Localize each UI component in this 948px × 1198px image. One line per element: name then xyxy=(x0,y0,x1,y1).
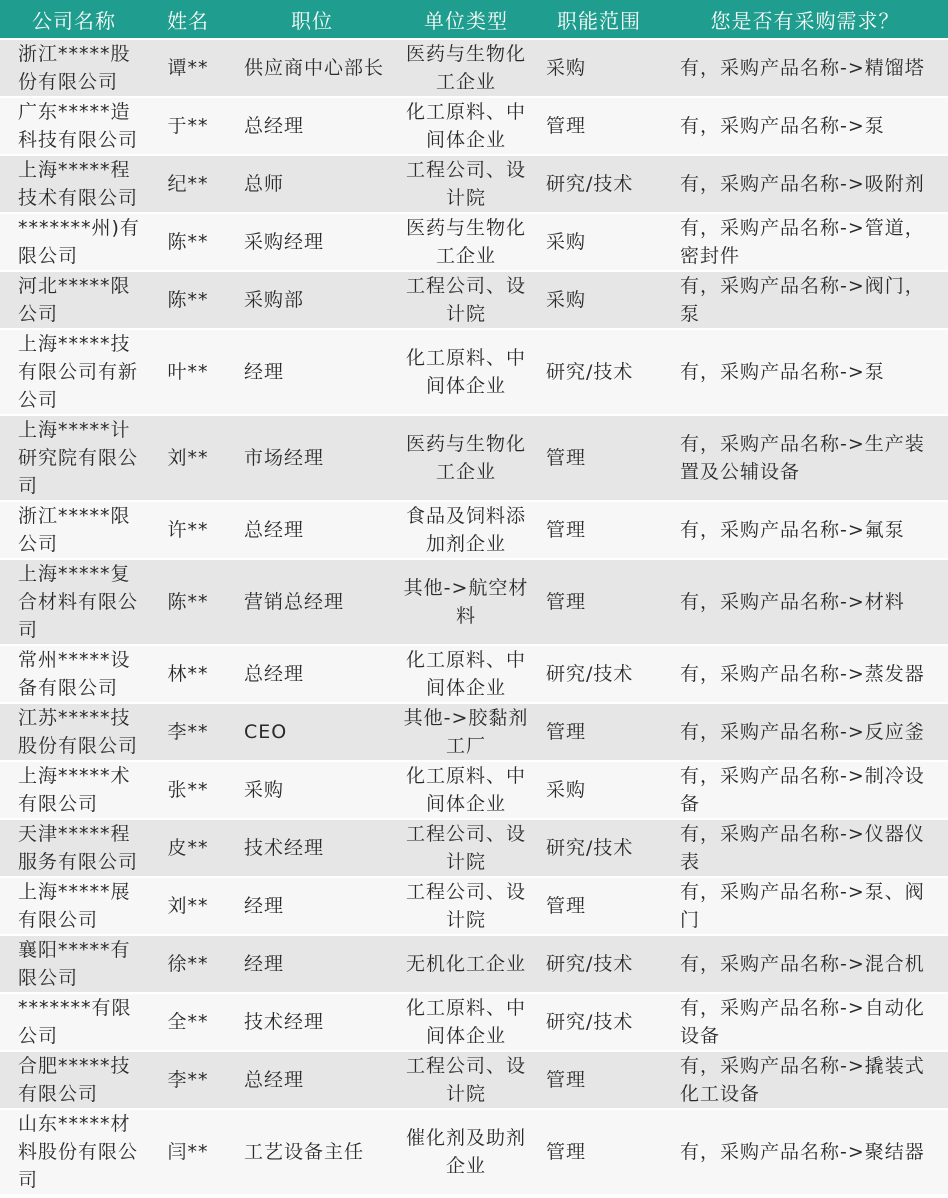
header-unit-type: 单位类型 xyxy=(396,0,536,38)
cell-need: 有，采购产品名称->蒸发器 xyxy=(662,646,948,702)
cell-company: 常州*****设备有限公司 xyxy=(0,646,148,702)
cell-name: 许** xyxy=(148,502,228,558)
cell-scope: 采购 xyxy=(536,272,662,328)
cell-unit-type: 其他->航空材料 xyxy=(396,560,536,644)
cell-need: 有，采购产品名称->撬装式化工设备 xyxy=(662,1052,948,1108)
cell-unit-type: 化工原料、中间体企业 xyxy=(396,98,536,154)
cell-name: 张** xyxy=(148,762,228,818)
cell-unit-type: 其他->胶黏剂工厂 xyxy=(396,704,536,760)
cell-scope: 管理 xyxy=(536,1052,662,1108)
header-scope: 职能范围 xyxy=(536,0,662,38)
cell-unit-type: 催化剂及助剂企业 xyxy=(396,1110,536,1194)
cell-position: 经理 xyxy=(228,936,396,992)
cell-need: 有，采购产品名称->泵 xyxy=(662,330,948,414)
cell-scope: 采购 xyxy=(536,214,662,270)
cell-scope: 研究/技术 xyxy=(536,936,662,992)
cell-need: 有，采购产品名称->制冷设备 xyxy=(662,762,948,818)
cell-name: 皮** xyxy=(148,820,228,876)
cell-position: 采购 xyxy=(228,762,396,818)
cell-scope: 管理 xyxy=(536,416,662,500)
cell-unit-type: 化工原料、中间体企业 xyxy=(396,646,536,702)
table-row xyxy=(0,994,948,1050)
cell-unit-type: 工程公司、设计院 xyxy=(396,156,536,212)
table-row xyxy=(0,40,948,96)
table-row xyxy=(0,1110,948,1194)
cell-position: 供应商中心部长 xyxy=(228,40,396,96)
cell-scope: 研究/技术 xyxy=(536,820,662,876)
cell-position: 总经理 xyxy=(228,646,396,702)
cell-name: 李** xyxy=(148,704,228,760)
table-row xyxy=(0,98,948,154)
cell-position: 市场经理 xyxy=(228,416,396,500)
table-row xyxy=(0,704,948,760)
cell-scope: 管理 xyxy=(536,704,662,760)
cell-need: 有，采购产品名称->泵 xyxy=(662,98,948,154)
cell-name: 纪** xyxy=(148,156,228,212)
cell-position: 经理 xyxy=(228,878,396,934)
cell-position: 总经理 xyxy=(228,98,396,154)
cell-company: 江苏*****技股份有限公司 xyxy=(0,704,148,760)
table-row xyxy=(0,416,948,500)
cell-name: 全** xyxy=(148,994,228,1050)
table-row xyxy=(0,1052,948,1108)
cell-unit-type: 化工原料、中间体企业 xyxy=(396,994,536,1050)
table-row xyxy=(0,156,948,212)
cell-company: 天津*****程服务有限公司 xyxy=(0,820,148,876)
cell-company: 上海*****术有限公司 xyxy=(0,762,148,818)
cell-company: 上海*****计研究院有限公司 xyxy=(0,416,148,500)
cell-scope: 研究/技术 xyxy=(536,330,662,414)
cell-unit-type: 化工原料、中间体企业 xyxy=(396,762,536,818)
cell-company: 襄阳*****有限公司 xyxy=(0,936,148,992)
cell-need: 有，采购产品名称->聚结器 xyxy=(662,1110,948,1194)
cell-name: 陈** xyxy=(148,272,228,328)
table-row xyxy=(0,646,948,702)
cell-company: 合肥*****技有限公司 xyxy=(0,1052,148,1108)
cell-position: CEO xyxy=(228,704,396,760)
cell-scope: 管理 xyxy=(536,98,662,154)
cell-position: 营销总经理 xyxy=(228,560,396,644)
cell-name: 闫** xyxy=(148,1110,228,1194)
cell-company: 上海*****复合材料有限公司 xyxy=(0,560,148,644)
cell-unit-type: 工程公司、设计院 xyxy=(396,878,536,934)
cell-need: 有，采购产品名称->材料 xyxy=(662,560,948,644)
header-company: 公司名称 xyxy=(0,0,148,38)
cell-company: 上海*****展有限公司 xyxy=(0,878,148,934)
header-need: 您是否有采购需求？ xyxy=(662,0,948,38)
cell-scope: 管理 xyxy=(536,502,662,558)
cell-position: 技术经理 xyxy=(228,994,396,1050)
cell-unit-type: 食品及饲料添加剂企业 xyxy=(396,502,536,558)
table-row xyxy=(0,936,948,992)
cell-unit-type: 医药与生物化工企业 xyxy=(396,214,536,270)
cell-unit-type: 工程公司、设计院 xyxy=(396,820,536,876)
cell-position: 总经理 xyxy=(228,1052,396,1108)
table-row xyxy=(0,272,948,328)
cell-position: 技术经理 xyxy=(228,820,396,876)
cell-name: 叶** xyxy=(148,330,228,414)
cell-company: *******州)有限公司 xyxy=(0,214,148,270)
cell-scope: 研究/技术 xyxy=(536,156,662,212)
cell-company: 山东*****材料股份有限公司 xyxy=(0,1110,148,1194)
cell-need: 有，采购产品名称->生产装置及公辅设备 xyxy=(662,416,948,500)
cell-unit-type: 医药与生物化工企业 xyxy=(396,40,536,96)
header-name: 姓名 xyxy=(148,0,228,38)
cell-name: 陈** xyxy=(148,214,228,270)
cell-company: 上海*****程技术有限公司 xyxy=(0,156,148,212)
cell-name: 李** xyxy=(148,1052,228,1108)
table-row xyxy=(0,330,948,414)
header-position: 职位 xyxy=(228,0,396,38)
cell-name: 于** xyxy=(148,98,228,154)
cell-name: 陈** xyxy=(148,560,228,644)
table-header xyxy=(0,0,948,38)
cell-unit-type: 无机化工企业 xyxy=(396,936,536,992)
table-body xyxy=(0,40,948,1194)
cell-company: 浙江*****股份有限公司 xyxy=(0,40,148,96)
cell-scope: 采购 xyxy=(536,762,662,818)
table-row xyxy=(0,560,948,644)
cell-name: 谭** xyxy=(148,40,228,96)
cell-scope: 管理 xyxy=(536,878,662,934)
cell-need: 有，采购产品名称->自动化设备 xyxy=(662,994,948,1050)
table-row xyxy=(0,762,948,818)
cell-unit-type: 化工原料、中间体企业 xyxy=(396,330,536,414)
cell-position: 经理 xyxy=(228,330,396,414)
cell-position: 采购经理 xyxy=(228,214,396,270)
cell-need: 有，采购产品名称->混合机 xyxy=(662,936,948,992)
table-row xyxy=(0,878,948,934)
cell-need: 有，采购产品名称->阀门，泵 xyxy=(662,272,948,328)
cell-position: 采购部 xyxy=(228,272,396,328)
cell-need: 有，采购产品名称->泵、阀门 xyxy=(662,878,948,934)
cell-company: 广东*****造科技有限公司 xyxy=(0,98,148,154)
cell-need: 有，采购产品名称->吸附剂 xyxy=(662,156,948,212)
cell-need: 有，采购产品名称->管道，密封件 xyxy=(662,214,948,270)
cell-scope: 研究/技术 xyxy=(536,994,662,1050)
cell-name: 刘** xyxy=(148,878,228,934)
cell-scope: 采购 xyxy=(536,40,662,96)
cell-unit-type: 医药与生物化工企业 xyxy=(396,416,536,500)
header-row xyxy=(0,0,948,38)
cell-need: 有，采购产品名称->仪器仪表 xyxy=(662,820,948,876)
table-row xyxy=(0,214,948,270)
cell-unit-type: 工程公司、设计院 xyxy=(396,1052,536,1108)
cell-company: 河北*****限公司 xyxy=(0,272,148,328)
cell-name: 徐** xyxy=(148,936,228,992)
cell-scope: 管理 xyxy=(536,560,662,644)
cell-name: 刘** xyxy=(148,416,228,500)
cell-company: *******有限公司 xyxy=(0,994,148,1050)
cell-position: 总师 xyxy=(228,156,396,212)
cell-need: 有，采购产品名称->反应釜 xyxy=(662,704,948,760)
cell-company: 上海*****技有限公司有新公司 xyxy=(0,330,148,414)
cell-need: 有，采购产品名称->精馏塔 xyxy=(662,40,948,96)
cell-name: 林** xyxy=(148,646,228,702)
cell-scope: 管理 xyxy=(536,1110,662,1194)
cell-need: 有，采购产品名称->氟泵 xyxy=(662,502,948,558)
table-row xyxy=(0,820,948,876)
cell-unit-type: 工程公司、设计院 xyxy=(396,272,536,328)
table-row xyxy=(0,502,948,558)
cell-company: 浙江*****限公司 xyxy=(0,502,148,558)
cell-position: 工艺设备主任 xyxy=(228,1110,396,1194)
cell-scope: 研究/技术 xyxy=(536,646,662,702)
cell-position: 总经理 xyxy=(228,502,396,558)
